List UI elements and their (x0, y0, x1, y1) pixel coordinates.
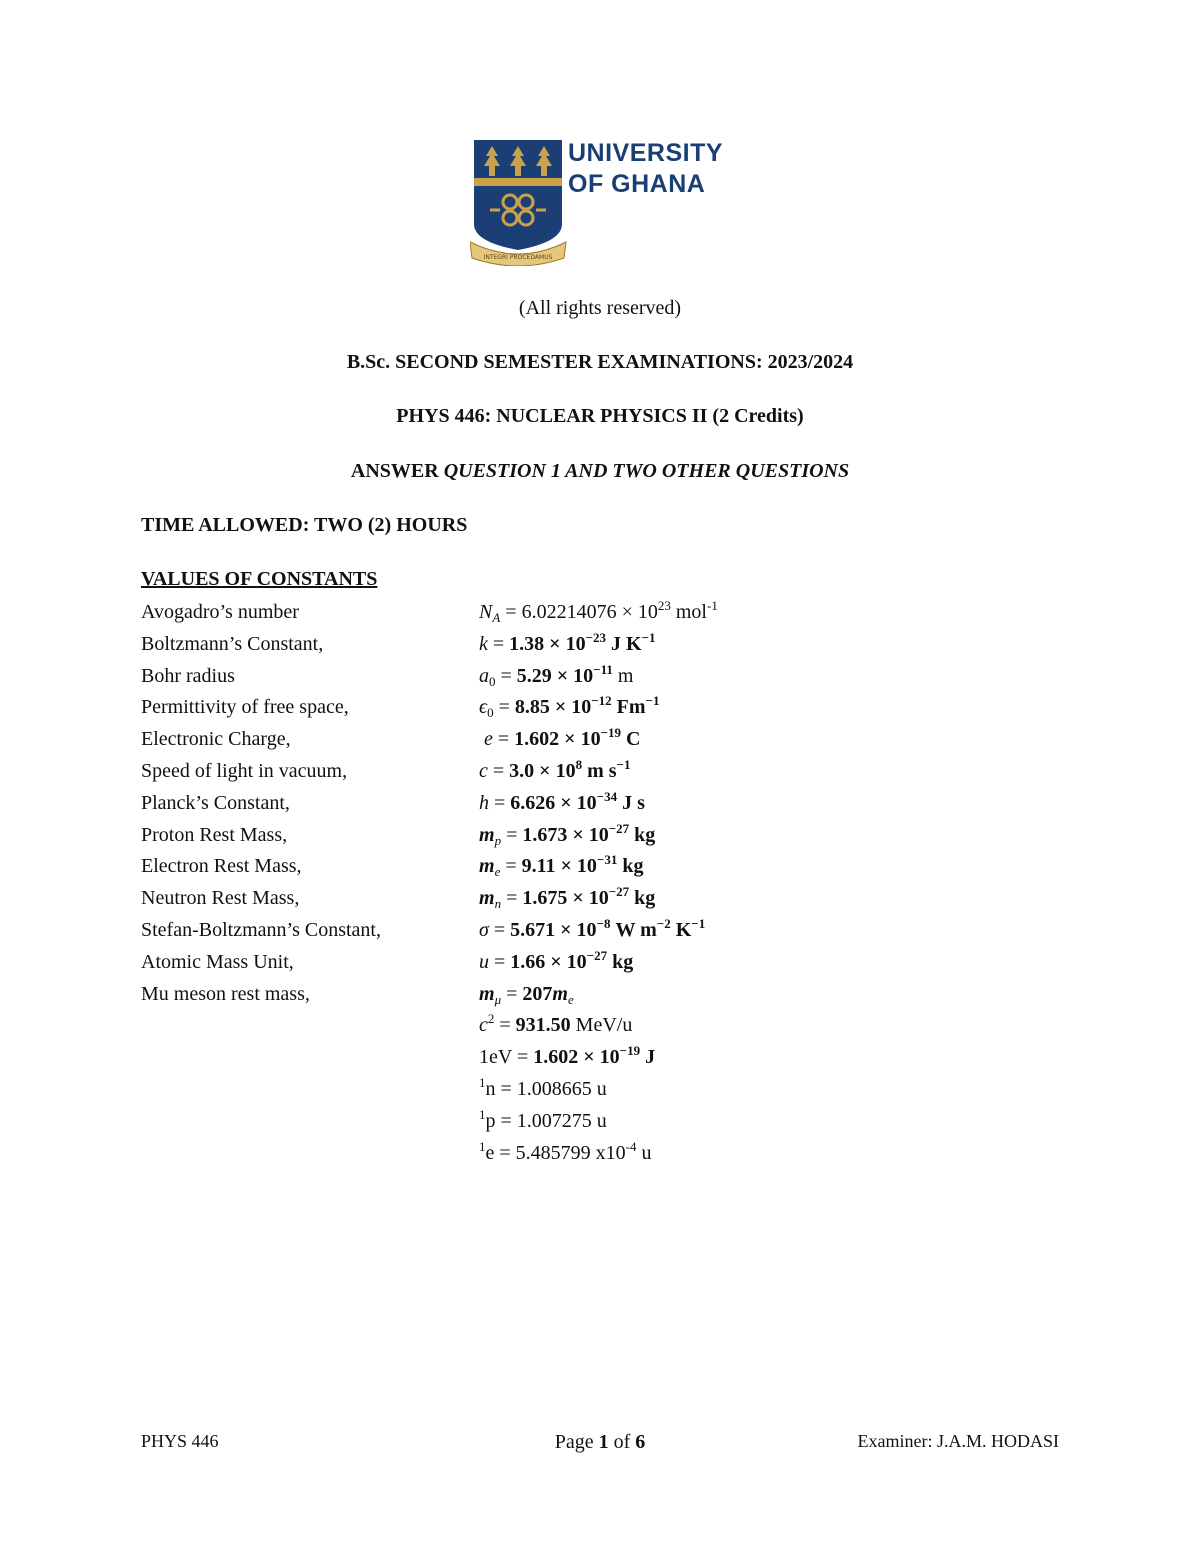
constant-name: Stefan-Boltzmann’s Constant, (141, 918, 381, 941)
constant-value-permittivity: $\epsilon_0 = 8.85 \times 10^{-12}$ $Fm^{-1}$ (479, 693, 660, 721)
constant-name: Electron Rest Mass, (141, 855, 302, 878)
constants-values-column (479, 597, 718, 1169)
answer-instruction (0, 460, 1200, 483)
constant-value-electron-mass: $m_e = 9.11 \times 10^{-31}$ kg (479, 852, 644, 880)
exam-title: B.Sc. SECOND SEMESTER EXAMINATIONS: 2023/2024 (346, 351, 854, 373)
constant-name: Planck’s Constant, (141, 791, 290, 814)
university-name-line2: OF GHANA (568, 170, 706, 198)
footer-page-number: Page 1 of 6 (554, 1431, 646, 1453)
university-name (568, 138, 723, 200)
constant-name: Proton Rest Mass, (141, 823, 288, 846)
constant-name: Permittivity of free space, (141, 696, 349, 719)
course-title: PHYS 446: NUCLEAR PHYSICS II (2 Credits) (396, 405, 804, 427)
answer-emphasis: QUESTION 1 AND TWO OTHER QUESTIONS (443, 460, 850, 482)
university-crest-icon (470, 138, 570, 266)
constant-value-electron-volt: $1eV = 1.602 \times 10^{-19}$ J (479, 1043, 656, 1069)
footer-course-code: PHYS 446 (141, 1431, 219, 1451)
time-allowed: TIME ALLOWED: TWO (2) HOURS (141, 514, 468, 536)
constant-value-electron-u: $^1$e = 5.485799 $x10^{-4}$ u (479, 1138, 652, 1164)
footer-examiner: Examiner: J.A.M. HODASI (857, 1431, 1059, 1451)
constant-name: Bohr radius (141, 664, 235, 687)
university-name-line1: UNIVERSITY (568, 139, 724, 167)
svg-text:INTEGRI PROCEDAMUS: INTEGRI PROCEDAMUS (483, 254, 553, 261)
constant-value-speed-of-light: $c = 3.0 \times 10^8$ m $s^{-1}$ (479, 756, 631, 782)
constant-value-neutron-u: $^1$n = 1.008665 u (479, 1074, 607, 1100)
constant-name: Boltzmann’s Constant, (141, 632, 324, 655)
constant-value-bohr-radius: $a_0 = 5.29 \times 10^{-11}$ m (479, 661, 634, 689)
constant-value-stefan-boltzmann: $\sigma = 5.671 \times 10^{-8}$ W $m^{-2}$ $K^{-1}$ (479, 915, 706, 941)
constant-name: Atomic Mass Unit, (141, 950, 294, 973)
constant-value-proton-u: $^1$p = 1.007275 u (479, 1106, 607, 1132)
constant-name: Avogadro’s number (141, 601, 299, 623)
answer-prefix: ANSWER (350, 460, 444, 482)
constant-name: Speed of light in vacuum, (141, 759, 348, 782)
constant-name: Neutron Rest Mass, (141, 887, 300, 910)
constant-name: Mu meson rest mass, (141, 982, 310, 1005)
constant-value-mu-meson: $m_\mu = 207m_e$ (479, 982, 574, 1007)
constant-name: Electronic Charge, (141, 728, 291, 751)
constant-value-planck: $h = 6.626 \times 10^{-34}$ J s (479, 788, 645, 814)
constant-value-atomic-mass-unit: $u = 1.66 \times 10^{-27}$ kg (479, 947, 634, 973)
constant-value-proton-mass: $m_p = 1.673 \times 10^{-27}$ kg (479, 820, 656, 848)
constant-value-avogadro: $N_A = 6.02214076 \times 10^{23}$ mol$^{-1}$ (479, 598, 718, 625)
constants-names-column (141, 597, 381, 1010)
constant-value-boltzmann: $k = 1.38 \times 10^{-23}$ J $K^{-1}$ (479, 629, 656, 655)
rights-reserved: (All rights reserved) (518, 297, 682, 319)
constant-value-electronic-charge: $e = 1.602 \times 10^{-19}$ C (484, 725, 641, 751)
constant-value-c-squared: $c^2 = 931.50$ MeV/u (479, 1011, 633, 1037)
constants-heading: VALUES OF CONSTANTS (141, 568, 378, 590)
constant-value-neutron-mass: $m_n = 1.675 \times 10^{-27}$ kg (479, 884, 656, 912)
